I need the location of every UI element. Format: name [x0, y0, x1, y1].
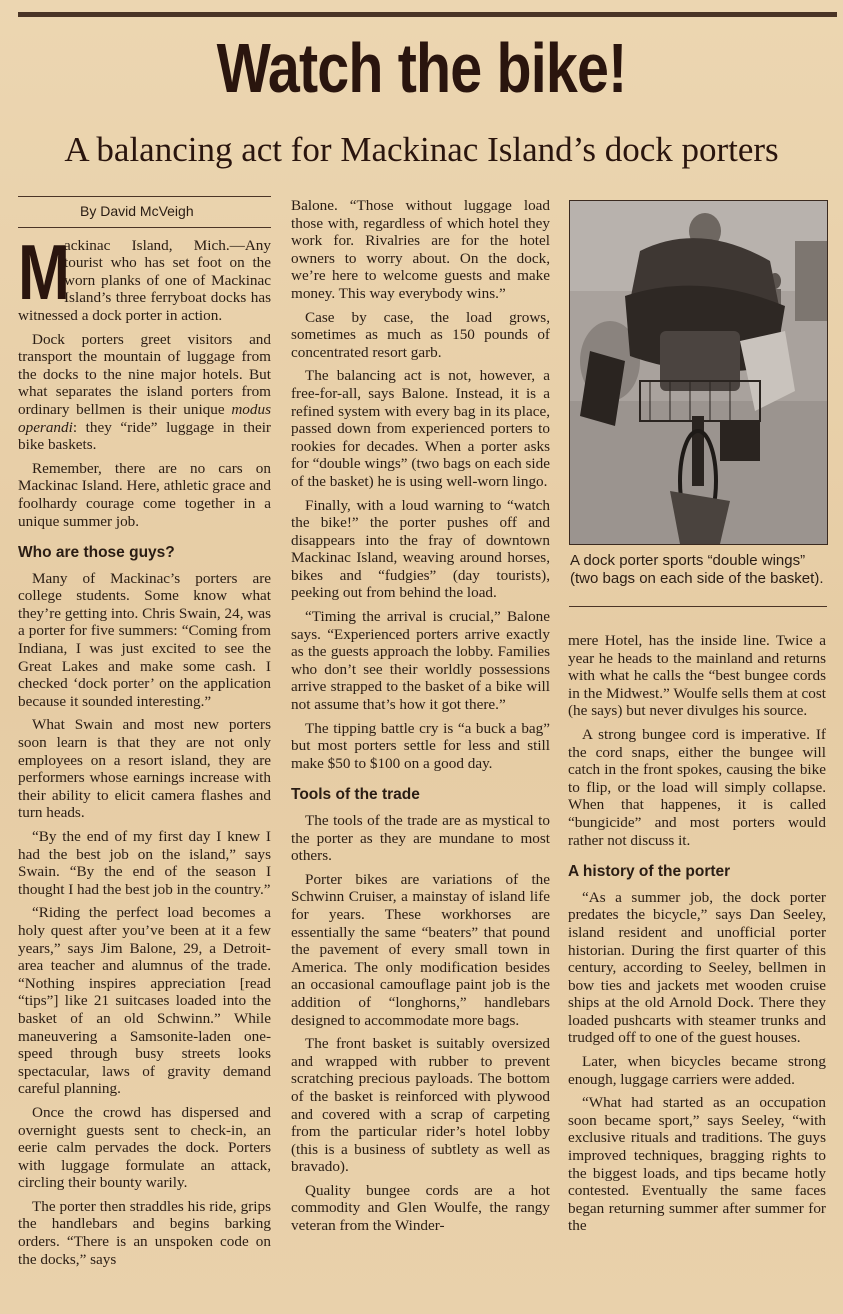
paragraph: Dock porters greet visitors and transport the mountain of luggage from the docks to the nine major hotels. But what separates the island porters from ordinary bellmen is their unique modus operandi: they “ride” luggage in their bike baskets.	[18, 330, 271, 454]
paragraph: Remember, there are no cars on Mackinac Island. Here, athletic grace and foolhardy courage come together in a unique summer job.	[18, 459, 271, 530]
paragraph: The porter then straddles his ride, grips the handlebars and begins barking orders. “There is an unspoken code on the docks,” says	[18, 1197, 271, 1268]
paragraph: Porter bikes are variations of the Schwinn Cruiser, a mainstay of island life for years. These workhorses are essentially the same “beaters” that pound the pavement of every small town in America. The only modification besides an occasional camouflage paint job is the addition of “longhorns,” handlebars designed to accommodate more bags.	[291, 870, 550, 1029]
column-2	[291, 197, 550, 1241]
drop-cap: M	[18, 227, 70, 316]
caption-rule	[569, 606, 827, 607]
section-heading: Tools of the trade	[291, 786, 420, 804]
paragraph: Later, when bicycles became strong enough, luggage carriers were added.	[568, 1053, 826, 1088]
photo-caption: A dock porter sports “double wings” (two bags on each side of the basket).	[570, 552, 824, 587]
paragraph: A strong bungee cord is imperative. If the cord snaps, either the bungee will catch in the front spokes, causing the bike to flip, or the load will simply collapse. When that happenes, it is called “bungicide” and most porters would rather not discuss it.	[568, 725, 826, 849]
paragraph: Case by case, the load grows, sometimes as much as 150 pounds of concentrated resort garb.	[291, 308, 550, 361]
paragraph: The front basket is suitably oversized and wrapped with rubber to prevent scratching precious payloads. The bottom of the basket is reinforced with plywood and covered with a scrap of carpeting from the particular rider’s hotel lobby (this is a business of subtlety as well as bravado).	[291, 1035, 550, 1176]
paragraph: The balancing act is not, however, a free-for-all, says Balone. Instead, it is a refined system with every bag in its place, passed down from experienced porters to rookies for decades. When a porter asks for “double wings” (two bags on each side of the basket) he is using well-worn lingo.	[291, 367, 550, 490]
headline: Watch the bike!	[216, 29, 627, 107]
paragraph: What Swain and most new porters soon learn is that they are not only employees on a resort island, they are performers whose earnings increase with their ability to elicit camera flashes and turn heads.	[18, 716, 271, 822]
section-heading: A history of the porter	[568, 863, 731, 881]
paragraph: Quality bungee cords are a hot commodity and Glen Woulfe, the rangy veteran from the Winder-	[291, 1181, 550, 1235]
paragraph: Many of Mackinac’s porters are college students. Some know what they’re getting into. Chris Swain, 24, was a porter for five summers: “Coming from Indiana, I was just excited to see the Great Lakes and make some cash. I checked ‘dock porter’ on the application because it sounded interesting.”	[18, 569, 271, 710]
byline: By David McVeigh	[80, 203, 194, 219]
dock-porter-photo	[569, 200, 828, 545]
paragraph: “Timing the arrival is crucial,” Balone says. “Experienced porters arrive exactly as the guests approach the lobby. Families who don’t see their worldly possessions arrive strapped to the basket of a bike will not assume that’s how it got there.”	[291, 608, 550, 714]
paragraph: “By the end of my first day I knew I had the best job on the island,” says Swain. “By the end of the season I thought I had the best job in the country.”	[18, 828, 271, 898]
paragraph: mere Hotel, has the inside line. Twice a year he heads to the mainland and returns with what he calls the “best bungee cords in the Midwest.” Woulfe sells them at cost (he says) but never divulges his source.	[568, 632, 826, 720]
top-rule	[18, 12, 837, 17]
paragraph: “As a summer job, the dock porter predates the bicycle,” says Dan Seeley, island resident and unofficial porter historian. During the first quarter of this century, according to Seeley, bellmen in bow ties and jackets met wooden cruise ships at the old Arnold Dock. There they loaded pushcarts with steamer trunks and trudged off to one of the guest houses.	[568, 888, 826, 1047]
column-1	[18, 196, 271, 1274]
bike-porter-illustration	[570, 201, 827, 544]
column-3	[568, 632, 826, 1241]
subheadline: A balancing act for Mackinac Island’s dock porters	[64, 130, 779, 169]
paragraph: Balone. “Those without luggage load those with, regardless of which hotel they work for. Rivalries are for the hotel owners to worry about. On the dock, we’re here to welcome guests and make money. This way everybody wins.”	[291, 197, 550, 302]
section-heading: Who are those guys?	[18, 544, 175, 562]
paragraph: “Riding the perfect load becomes a holy quest after you’ve been at it a few years,” says Jim Balone, 29, a Detroit-area teacher and alumnus of the trade. “Nothing inspires appreciation [read “tips”] like 21 suitcases loaded into the basket of an old Schwinn.” While maneuvering a Samsonite-laden one-speed through busy streets looks spectacular, laws of gravity demand careful planning.	[18, 904, 271, 1098]
lead-paragraph: M ackinac Island, Mich.—Any tourist who has set foot on the worn planks of one of Mackinac Island’s three ferryboat docks has witnessed a dock porter in action.	[18, 227, 271, 324]
paragraph: Once the crowd has dispersed and overnight guests sent to check-in, an eerie calm pervades the dock. Porters with luggage formulate an attack, circling their bounty warily.	[18, 1103, 271, 1192]
paragraph: The tipping battle cry is “a buck a bag” but most porters settle for less and still make $50 to $100 on a good day.	[291, 719, 550, 772]
byline-box	[18, 196, 271, 228]
paragraph: Finally, with a loud warning to “watch the bike!” the porter pushes off and disappears into the fray of downtown Mackinac Island, weaving around horses, bikes and “fudgies” (day tourists), peeking out from behind the load.	[291, 496, 550, 602]
paragraph: “What had started as an occupation soon became sport,” says Seeley, “with exclusive rituals and traditions. The guys improved techniques, bragging rights to the biggest loads, and tips became hotly contested. Eventually the same faces began returning summer after summer for the	[568, 1094, 826, 1235]
paragraph: The tools of the trade are as mystical to the porter as they are mundane to most others.	[291, 812, 550, 865]
